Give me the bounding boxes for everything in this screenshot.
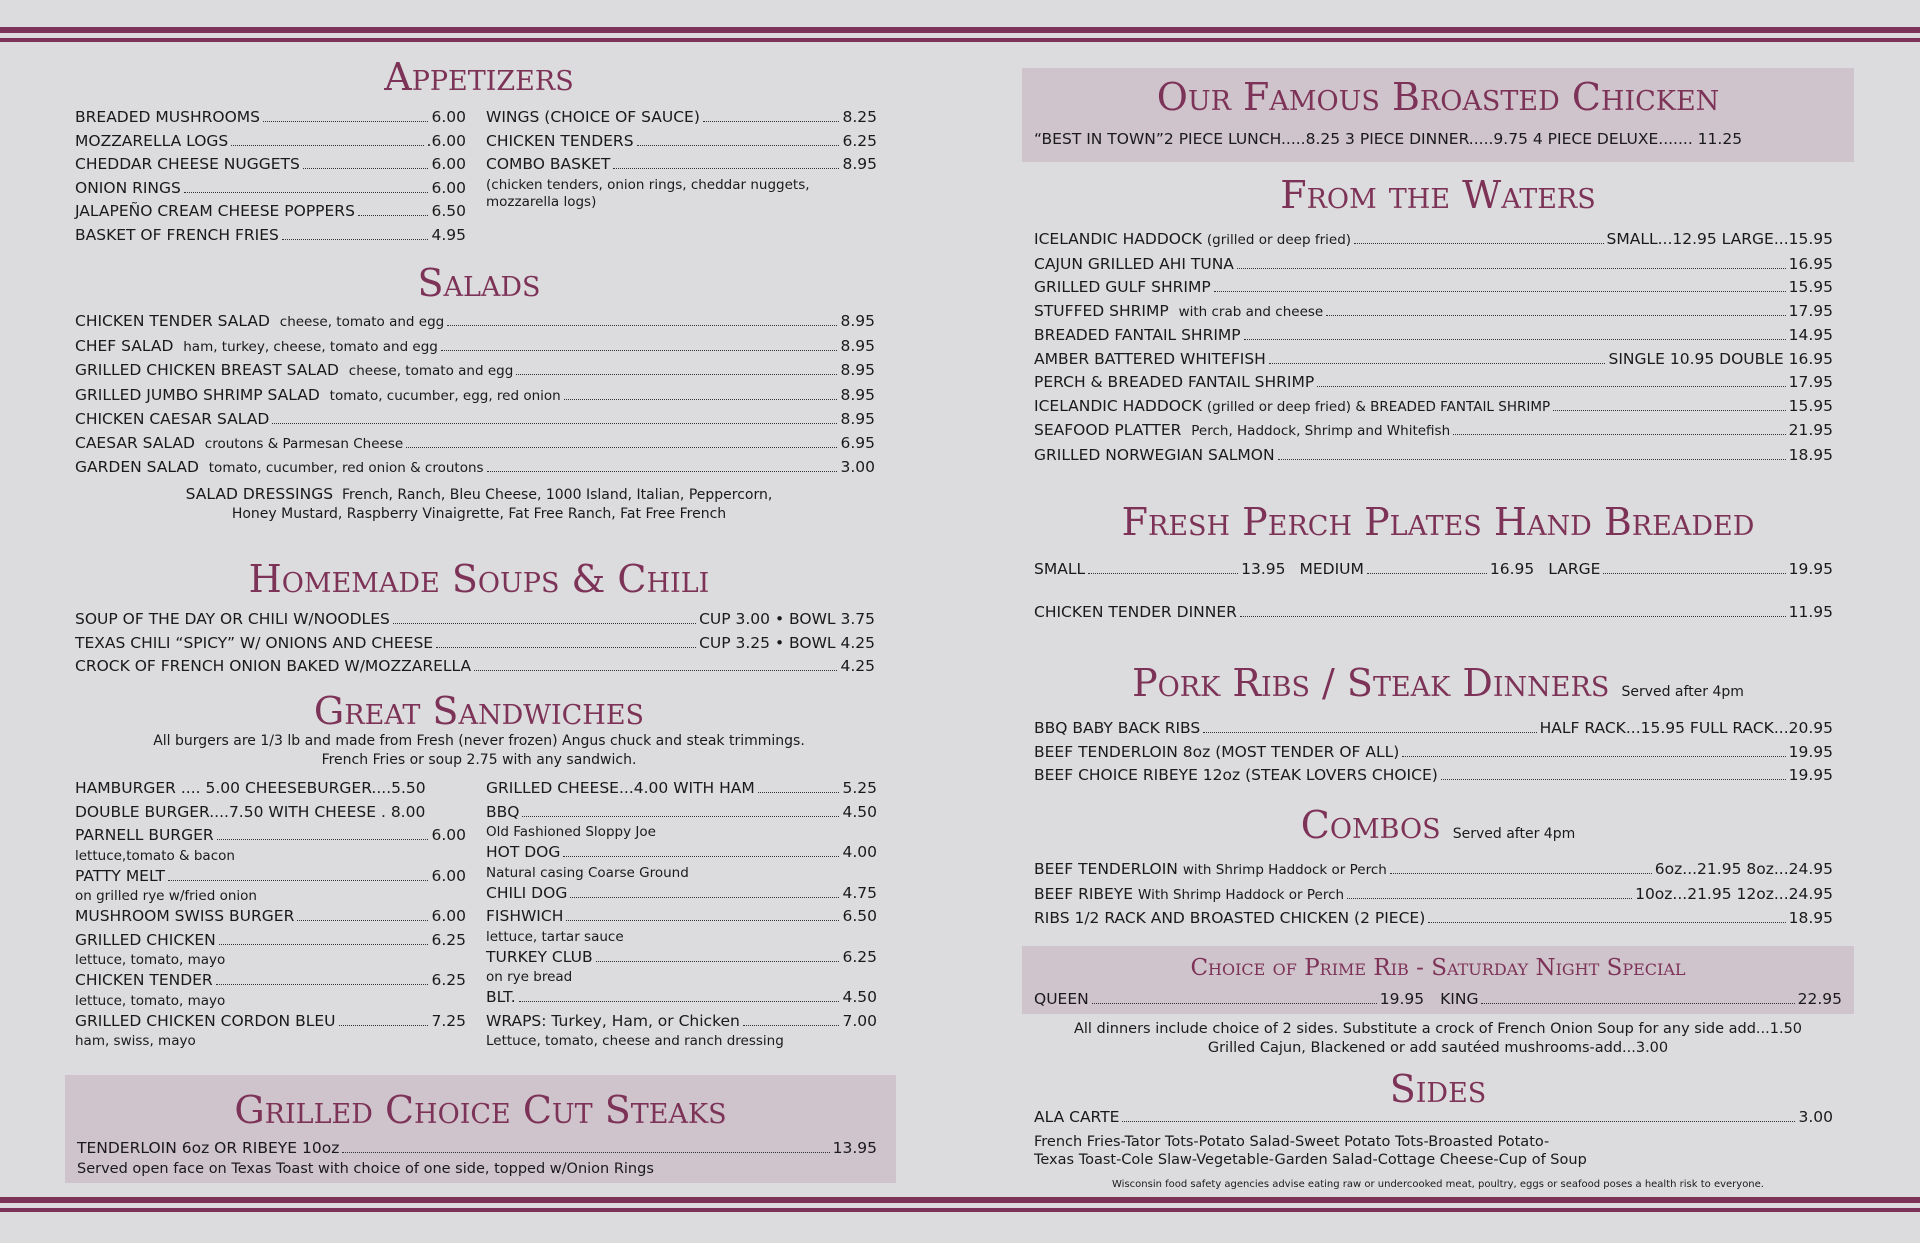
perch-sizes: SMALL 13.95 MEDIUM 16.95 LARGE 19.95 xyxy=(1034,560,1833,578)
menu-item: BEEF TENDERLOIN 8oz (MOST TENDER OF ALL) 19.95 xyxy=(1034,742,1833,761)
broasted-box xyxy=(1022,68,1854,162)
bottom-rule xyxy=(0,1197,1920,1203)
menu-item: BLT. 4.50 xyxy=(486,988,877,1006)
sides-list-line: Texas Toast-Cole Slaw-Vegetable-Garden Salad-Cottage Cheese-Cup of Soup xyxy=(1034,1151,1587,1168)
sides-title: Sides xyxy=(1389,1067,1487,1111)
combos-list xyxy=(1034,858,1833,931)
sandwiches-title: Great Sandwiches xyxy=(313,689,645,733)
sandwiches-right-list xyxy=(486,777,877,1050)
item-description: lettuce, tomato, mayo xyxy=(75,992,226,1009)
menu-item: CHILI DOG 4.75 xyxy=(486,883,877,902)
menu-item: GRILLED CHICKEN 6.25 xyxy=(75,930,466,949)
menu-item: COMBO BASKET 8.95 xyxy=(486,155,877,173)
soups-list xyxy=(75,608,875,679)
item-description: lettuce, tartar sauce xyxy=(486,928,624,945)
menu-item: WINGS (CHOICE OF SAUCE) 8.25 xyxy=(486,108,877,126)
menu-item: WRAPS: Turkey, Ham, or Chicken 7.00 xyxy=(486,1011,877,1030)
steaks-title: Grilled Choice Cut Steaks xyxy=(234,1088,727,1132)
combos-note: Served after 4pm xyxy=(1452,826,1576,842)
ribs-list xyxy=(1034,717,1833,788)
menu-item: AMBER BATTERED WHITEFISH SINGLE 10.95 DOUBLE 16.95 xyxy=(1034,349,1833,368)
broasted-title: Our Famous Broasted Chicken xyxy=(1156,75,1720,119)
waters-title: From the Waters xyxy=(1280,173,1596,217)
combo-note: (chicken tenders, onion rings, cheddar nuggets, xyxy=(486,176,810,193)
menu-item: CAESAR SALAD croutons & Parmesan Cheese 6.95 xyxy=(75,433,875,452)
sides-list-line: French Fries-Tator Tots-Potato Salad-Sweet Potato Tots-Broasted Potato- xyxy=(1034,1133,1550,1150)
menu-item: CROCK OF FRENCH ONION BAKED W/MOZZARELLA 4.25 xyxy=(75,657,875,675)
menu-item: BBQ BABY BACK RIBS HALF RACK...15.95 FULL RACK...20.95 xyxy=(1034,719,1833,737)
menu-item: RIBS 1/2 RACK AND BROASTED CHICKEN (2 PIECE) 18.95 xyxy=(1034,909,1833,927)
menu-item: MUSHROOM SWISS BURGER 6.00 xyxy=(75,907,466,925)
menu-item: ICELANDIC HADDOCK (grilled or deep fried) & BREADED FANTAIL SHRIMP 15.95 xyxy=(1034,396,1833,415)
sides-list xyxy=(1034,1106,1833,1169)
menu-item: BREADED MUSHROOMS 6.00 xyxy=(75,108,466,126)
menu-item: CAJUN GRILLED AHI TUNA 16.95 xyxy=(1034,254,1833,273)
menu-item: STUFFED SHRIMP with crab and cheese 17.95 xyxy=(1034,301,1833,320)
menu-item: BEEF CHOICE RIBEYE 12oz (STEAK LOVERS CHOICE) 19.95 xyxy=(1034,766,1833,784)
menu-item: ALA CARTE 3.00 xyxy=(1034,1108,1833,1126)
menu-item: JALAPEÑO CREAM CHEESE POPPERS 6.50 xyxy=(75,202,466,220)
salads-list xyxy=(75,310,875,481)
menu-item: GRILLED JUMBO SHRIMP SALAD tomato, cucumber, egg, red onion 8.95 xyxy=(75,385,875,404)
combos-title: Combos Served after 4pm xyxy=(1300,803,1576,847)
item-description: Lettuce, tomato, cheese and ranch dressing xyxy=(486,1033,784,1049)
item-description: lettuce,tomato & bacon xyxy=(75,847,235,864)
menu-item: BASKET OF FRENCH FRIES 4.95 xyxy=(75,225,466,244)
menu-item: SOUP OF THE DAY OR CHILI W/NOODLES CUP 3.00 • BOWL 3.75 xyxy=(75,610,875,628)
menu-item: GRILLED NORWEGIAN SALMON 18.95 xyxy=(1034,445,1833,464)
menu-item: GRILLED CHEESE...4.00 WITH HAM 5.25 xyxy=(486,779,877,797)
ribs-note: Served after 4pm xyxy=(1621,684,1744,700)
menu-item: PATTY MELT 6.00 xyxy=(75,866,466,885)
item-description: on grilled rye w/fried onion xyxy=(75,888,257,904)
appetizers-title: Appetizers xyxy=(384,55,574,99)
sandwich-note: All burgers are 1/3 lb and made from Fresh (never frozen) Angus chuck and steak trimmings. French Fries or soup 2.75 with any sandwich. xyxy=(153,733,805,768)
top-rule-thin xyxy=(0,38,1920,42)
combo-note: mozzarella logs) xyxy=(486,193,597,210)
sandwiches-left-list xyxy=(75,777,466,1050)
broasted-prices: “BEST IN TOWN”2 PIECE LUNCH.....8.25 3 PIECE DINNER.....9.75 4 PIECE DELUXE....... 11.25 xyxy=(1034,130,1743,148)
menu-item: BBQ 4.50 xyxy=(486,802,877,821)
menu-item: DOUBLE BURGER....7.50 WITH CHEESE . 8.00 xyxy=(75,802,426,821)
prime-rib-prices: QUEEN 19.95 KING 22.95 xyxy=(1034,990,1842,1008)
prime-rib-box xyxy=(1022,946,1854,1014)
menu-item: TURKEY CLUB 6.25 xyxy=(486,947,877,966)
menu-item: BEEF TENDERLOIN with Shrimp Haddock or Perch 6oz...21.95 8oz...24.95 xyxy=(1034,860,1833,878)
bottom-rule-thin xyxy=(0,1208,1920,1212)
disclaimer: Wisconsin food safety agencies advise eating raw or undercooked meat, poultry, eggs or seafood poses a health risk to everyone. xyxy=(1112,1179,1764,1190)
menu-item: GRILLED CHICKEN CORDON BLEU 7.25 xyxy=(75,1011,466,1030)
steaks-box xyxy=(65,1075,896,1183)
menu-item: BEEF RIBEYE With Shrimp Haddock or Perch 10oz...21.95 12oz...24.95 xyxy=(1034,884,1833,903)
item-description: Natural casing Coarse Ground xyxy=(486,864,689,881)
item-description: on rye bread xyxy=(486,969,573,985)
menu-item: HOT DOG 4.00 xyxy=(486,843,877,861)
waters-list xyxy=(1034,228,1833,467)
menu-item: PARNELL BURGER 6.00 xyxy=(75,826,466,844)
appetizers-left-list xyxy=(75,106,466,247)
item-description: Old Fashioned Sloppy Joe xyxy=(486,824,656,840)
prime-rib-title: Choice of Prime Rib - Saturday Night Special xyxy=(1190,955,1686,981)
salads-title: Salads xyxy=(417,261,541,305)
menu-item: MOZZARELLA LOGS .6.00 xyxy=(75,131,466,150)
menu-item: GARDEN SALAD tomato, cucumber, red onion & croutons 3.00 xyxy=(75,458,875,476)
soups-title: Homemade Soups & Chili xyxy=(248,557,710,601)
perch-title: Fresh Perch Plates Hand Breaded xyxy=(1121,500,1755,544)
ribs-title: Pork Ribs / Steak Dinners Served after 4pm xyxy=(1132,661,1744,705)
item-description: ham, swiss, mayo xyxy=(75,1033,196,1049)
menu-item: ONION RINGS 6.00 xyxy=(75,178,466,197)
menu-item: BREADED FANTAIL SHRIMP 14.95 xyxy=(1034,326,1833,344)
menu-item: GRILLED GULF SHRIMP 15.95 xyxy=(1034,278,1833,296)
steaks-note: Served open face on Texas Toast with choice of one side, topped w/Onion Rings xyxy=(77,1160,654,1177)
menu-item: FISHWICH 6.50 xyxy=(486,907,877,925)
menu-item: CHEF SALAD ham, turkey, cheese, tomato and egg 8.95 xyxy=(75,336,875,355)
menu-item: TENDERLOIN 6oz OR RIBEYE 10oz 13.95 xyxy=(77,1139,877,1157)
menu-item: HAMBURGER .... 5.00 CHEESEBURGER....5.50 xyxy=(75,779,426,797)
appetizers-right-list xyxy=(486,106,877,211)
menu-item: GRILLED CHICKEN BREAST SALAD cheese, tomato and egg 8.95 xyxy=(75,361,875,379)
top-rule xyxy=(0,27,1920,33)
menu-item: PERCH & BREADED FANTAIL SHRIMP 17.95 xyxy=(1034,373,1833,391)
menu-item: CHICKEN TENDER SALAD cheese, tomato and egg 8.95 xyxy=(75,312,875,330)
menu-item: CHICKEN TENDERS 6.25 xyxy=(486,131,877,150)
menu-item: CHICKEN TENDER DINNER 11.95 xyxy=(1034,602,1833,621)
dinner-note: All dinners include choice of 2 sides. Substitute a crock of French Onion Soup for any side add...1.50 Grilled Cajun, Blackened or add sautéed mushrooms-add...3.00 xyxy=(1073,1021,1803,1056)
menu-item: CHICKEN CAESAR SALAD 8.95 xyxy=(75,410,875,428)
menu-item: SEAFOOD PLATTER Perch, Haddock, Shrimp and Whitefish 21.95 xyxy=(1034,421,1833,439)
menu-item: CHEDDAR CHEESE NUGGETS 6.00 xyxy=(75,155,466,173)
menu-item: ICELANDIC HADDOCK (grilled or deep fried) SMALL...12.95 LARGE...15.95 xyxy=(1034,230,1833,248)
item-description: lettuce, tomato, mayo xyxy=(75,952,226,968)
salad-dressings: SALAD DRESSINGS French, Ranch, Bleu Cheese, 1000 Island, Italian, Peppercorn, Honey Mustard, Raspberry Vinaigrette, Fat Free Ranch, Fat Free French xyxy=(185,485,773,522)
perch-list xyxy=(1034,558,1833,624)
menu-item: TEXAS CHILI “SPICY” W/ ONIONS AND CHEESE CUP 3.25 • BOWL 4.25 xyxy=(75,633,875,652)
menu-item: CHICKEN TENDER 6.25 xyxy=(75,971,466,989)
